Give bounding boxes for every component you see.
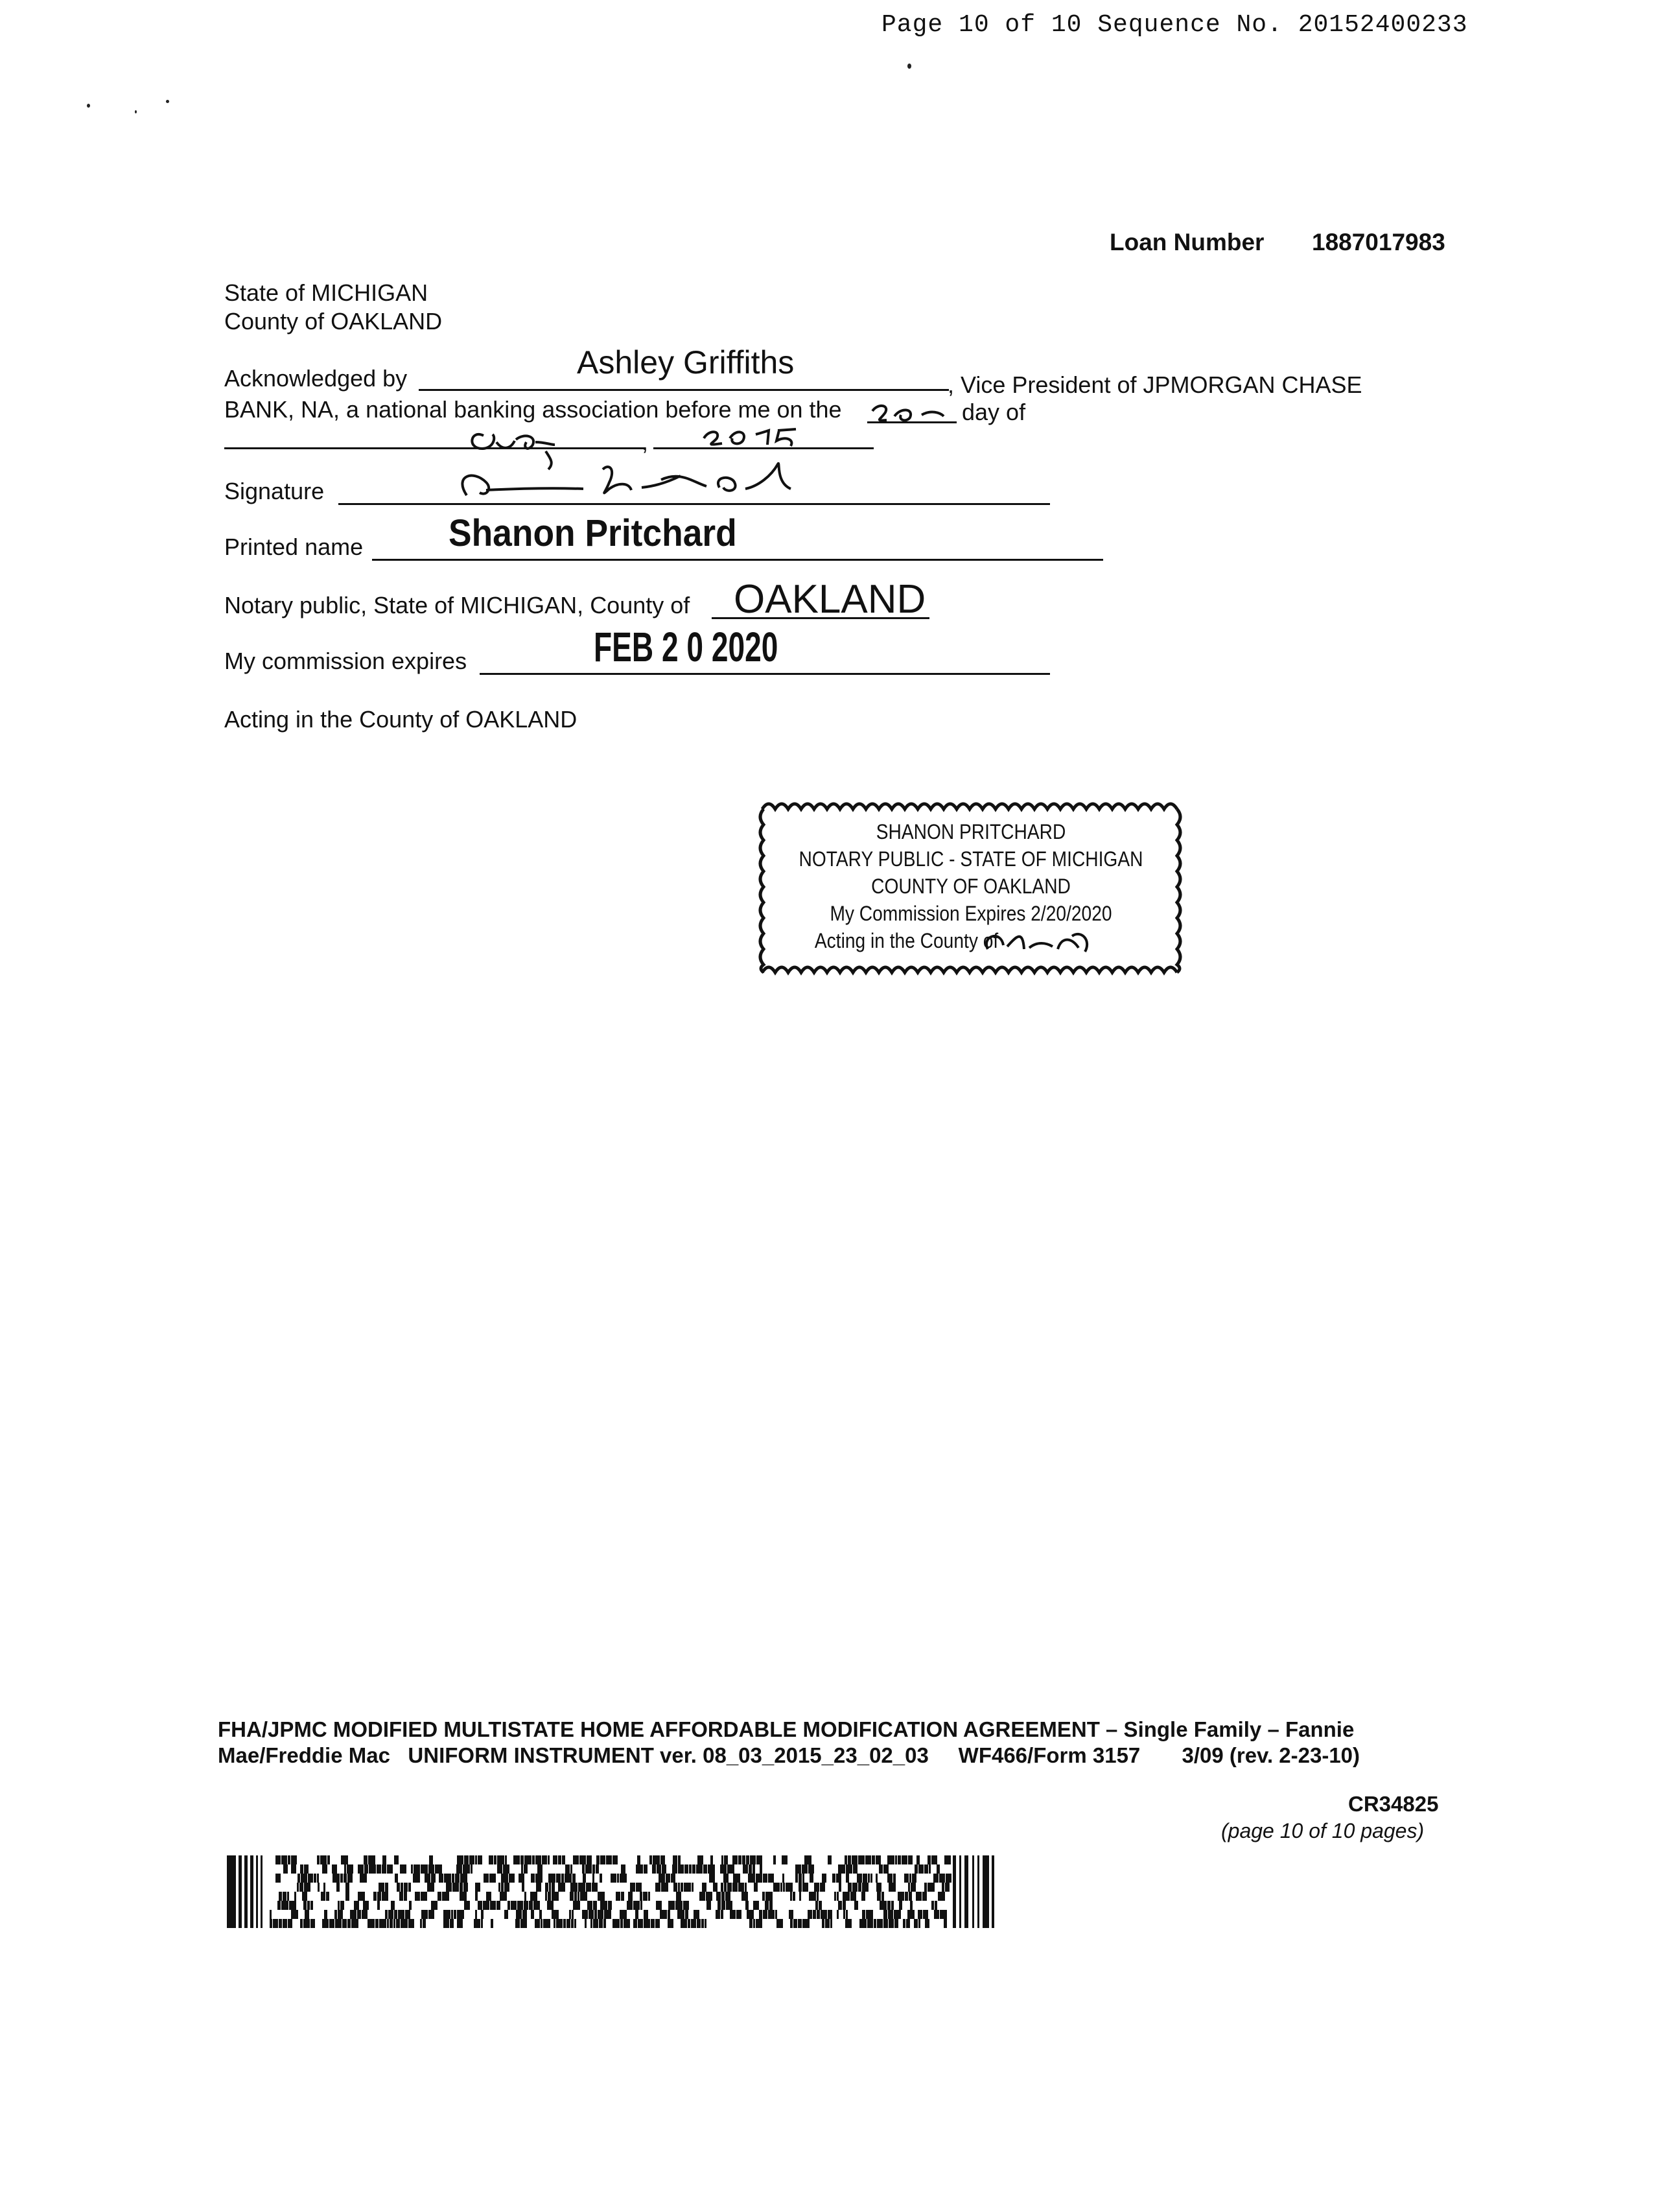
notary-stamp: [756, 796, 1186, 983]
handwritten-signature: [447, 456, 836, 508]
printed-name-value: Shanon Pritchard: [449, 512, 737, 554]
scan-speck: [135, 110, 137, 113]
vice-president-text: , Vice President of JPMORGAN CHASE: [948, 371, 1362, 398]
signature-label: Signature: [224, 478, 325, 504]
stamp-line-county: COUNTY OF OAKLAND: [871, 875, 1071, 898]
stamp-line-expires: My Commission Expires 2/20/2020: [830, 902, 1112, 925]
notary-county-label: Notary public, State of MICHIGAN, County of: [224, 592, 690, 618]
county-line: County of OAKLAND: [224, 308, 443, 335]
notary-county-value: OAKLAND: [734, 577, 926, 622]
acknowledgment-line-2: BANK, NA, a national banking association before me on the: [224, 396, 842, 423]
scan-speck: [87, 104, 90, 108]
acting-county-text: Acting in the County of OAKLAND: [224, 706, 578, 733]
loan-number-value: 1887017983: [1312, 229, 1445, 255]
printed-name-underline: [372, 559, 1103, 561]
stamp-line-name: SHANON PRITCHARD: [876, 820, 1066, 843]
commission-expires-underline: [480, 673, 1050, 675]
stamp-handwritten-county: [981, 923, 1098, 962]
day-of-text: day of: [962, 399, 1026, 425]
form-title-line-1: FHA/JPMC MODIFIED MULTISTATE HOME AFFORDABLE MODIFICATION AGREEMENT – Single Family – Fannie: [218, 1717, 1355, 1741]
scan-speck: [907, 64, 911, 69]
scan-speck: [166, 100, 169, 103]
handwritten-year: [700, 421, 830, 454]
acknowledged-by-underline: [419, 389, 949, 391]
stamp-line-title: NOTARY PUBLIC - STATE OF MICHIGAN: [799, 847, 1143, 871]
acknowledged-by-name: Ashley Griffiths: [577, 344, 795, 381]
form-title-line-2: Mae/Freddie Mac UNIFORM INSTRUMENT ver. 08_03_2015_23_02_03 WF466/Form 3157 3/09 (rev. 2-23-10): [218, 1743, 1360, 1767]
month-year-comma: ,: [642, 429, 649, 455]
notary-stamp-text: [782, 818, 1160, 954]
pdf417-barcode: [227, 1855, 998, 1928]
page-sequence-header: Page 10 of 10 Sequence No. 20152400233: [881, 11, 1468, 39]
handwritten-day: [867, 399, 958, 425]
commission-expires-value: FEB 2 0 2020: [594, 624, 778, 670]
acknowledged-by-label: Acknowledged by: [224, 365, 408, 392]
stamp-line-acting: Acting in the County of: [814, 929, 999, 952]
form-code: CR34825: [1348, 1792, 1439, 1816]
state-line: State of MICHIGAN: [224, 279, 428, 306]
page-of-pages: (page 10 of 10 pages): [1221, 1819, 1425, 1842]
printed-name-label: Printed name: [224, 534, 364, 560]
commission-expires-label: My commission expires: [224, 648, 467, 674]
loan-number-label: Loan Number: [1110, 229, 1265, 255]
